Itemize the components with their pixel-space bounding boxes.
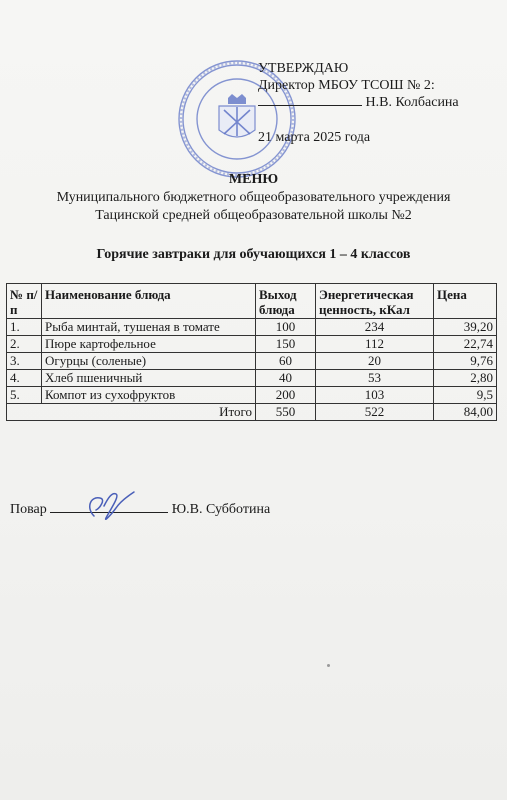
- row-output: 100: [256, 319, 316, 336]
- row-price: 22,74: [434, 336, 497, 353]
- table-row: [7, 387, 497, 404]
- approval-position: Директор МБОУ ТСОШ № 2:: [258, 78, 435, 93]
- row-name: Компот из сухофруктов: [42, 387, 256, 404]
- row-output: 40: [256, 370, 316, 387]
- approval-date: 21 марта 2025 года: [258, 130, 371, 145]
- header-name: Наименование блюда: [42, 284, 256, 319]
- header-num: № п/п: [7, 284, 42, 319]
- meal-title: Горячие завтраки для обучающихся 1 – 4 классов: [96, 247, 411, 262]
- total-energy: 522: [316, 404, 434, 421]
- handwritten-signature: [80, 486, 140, 524]
- row-output: 150: [256, 336, 316, 353]
- approval-signature-row: [258, 94, 459, 111]
- table-header-row: [7, 284, 497, 319]
- approval-heading: УТВЕРЖДАЮ: [258, 61, 349, 76]
- table-row: [7, 353, 497, 370]
- row-num: 5.: [7, 387, 42, 404]
- header-energy: Энергетическая ценность, кКал: [316, 284, 434, 319]
- row-output: 60: [256, 353, 316, 370]
- table-row: [7, 319, 497, 336]
- row-price: 2,80: [434, 370, 497, 387]
- row-name: Хлеб пшеничный: [42, 370, 256, 387]
- row-price: 9,76: [434, 353, 497, 370]
- director-name: Н.В. Колбасина: [365, 95, 459, 110]
- row-price: 39,20: [434, 319, 497, 336]
- document-title: МЕНЮ: [228, 172, 279, 187]
- organization-line-2: Тацинской средней общеобразовательной школы №2: [95, 208, 412, 223]
- row-energy: 112: [316, 336, 434, 353]
- total-price: 84,00: [434, 404, 497, 421]
- cook-signature-block: [10, 502, 270, 518]
- table-row: [7, 370, 497, 387]
- table-row: [7, 336, 497, 353]
- speck: [327, 664, 330, 667]
- row-num: 1.: [7, 319, 42, 336]
- row-name: Рыба минтай, тушеная в томате: [42, 319, 256, 336]
- total-output: 550: [256, 404, 316, 421]
- header-price: Цена: [434, 284, 497, 319]
- row-output: 200: [256, 387, 316, 404]
- row-energy: 20: [316, 353, 434, 370]
- row-price: 9,5: [434, 387, 497, 404]
- table-total-row: [7, 404, 497, 421]
- menu-table: [6, 283, 497, 421]
- row-num: 2.: [7, 336, 42, 353]
- row-energy: 234: [316, 319, 434, 336]
- cook-name: Ю.В. Субботина: [171, 502, 271, 517]
- row-energy: 103: [316, 387, 434, 404]
- row-num: 3.: [7, 353, 42, 370]
- row-energy: 53: [316, 370, 434, 387]
- header-output: Выход блюда: [256, 284, 316, 319]
- organization-line-1: Муниципального бюджетного общеобразовательного учреждения: [56, 190, 451, 205]
- row-name: Огурцы (соленые): [42, 353, 256, 370]
- approval-block: [258, 60, 459, 146]
- cook-label: Повар: [10, 502, 47, 517]
- signature-line: [258, 105, 362, 106]
- row-num: 4.: [7, 370, 42, 387]
- row-name: Пюре картофельное: [42, 336, 256, 353]
- total-label: Итого: [7, 404, 256, 421]
